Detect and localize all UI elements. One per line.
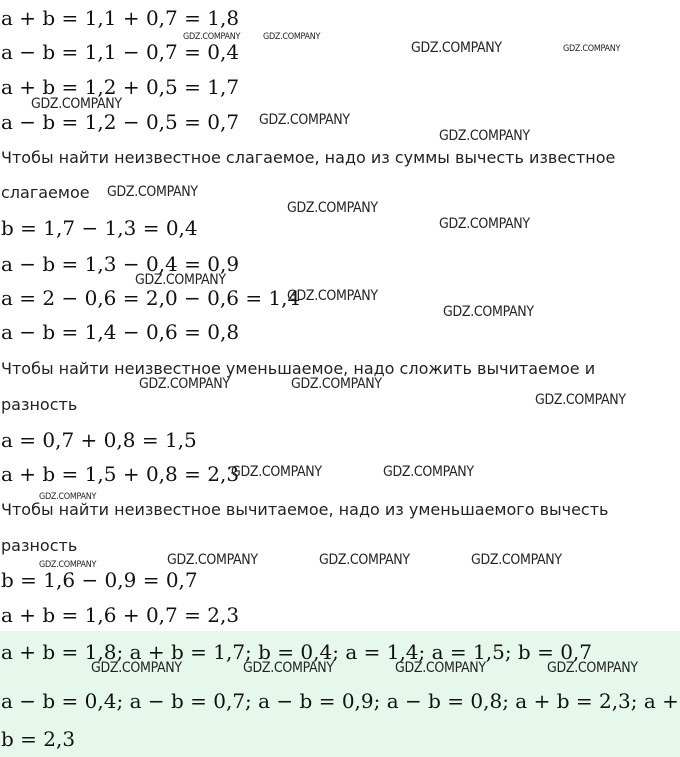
equation-line-2: a − b = 1,1 − 0,7 = 0,4	[1, 40, 240, 64]
watermark: GDZ.COMPANY	[259, 112, 350, 128]
answer-line-1: a + b = 1,8; a + b = 1,7; b = 0,4; a = 1,4; a = 1,5; b = 0,7	[1, 640, 593, 664]
watermark: GDZ.COMPANY	[135, 272, 226, 288]
watermark: GDZ.COMPANY	[443, 304, 534, 320]
equation-line-4: a − b = 1,2 − 0,5 = 0,7	[1, 110, 240, 134]
rule-text-1-cont: слагаемое	[1, 183, 90, 202]
equation-line-7: a = 2 − 0,6 = 2,0 − 0,6 = 1,4	[1, 286, 301, 310]
equation-line-8: a − b = 1,4 − 0,6 = 0,8	[1, 320, 240, 344]
watermark: GDZ.COMPANY	[383, 464, 474, 480]
equation-line-12: a + b = 1,6 + 0,7 = 2,3	[1, 603, 240, 627]
watermark: GDZ.COMPANY	[107, 184, 198, 200]
watermark: GDZ.COMPANY	[39, 492, 97, 502]
equation-line-9: a = 0,7 + 0,8 = 1,5	[1, 428, 197, 452]
watermark: GDZ.COMPANY	[395, 660, 486, 676]
watermark: GDZ.COMPANY	[91, 660, 182, 676]
watermark: GDZ.COMPANY	[547, 660, 638, 676]
watermark: GDZ.COMPANY	[291, 376, 382, 392]
watermark: GDZ.COMPANY	[231, 464, 322, 480]
equation-line-6: a − b = 1,3 − 0,4 = 0,9	[1, 252, 240, 276]
answer-line-3: b = 2,3	[1, 727, 76, 751]
equation-line-11: b = 1,6 − 0,9 = 0,7	[1, 568, 198, 592]
equation-line-5: b = 1,7 − 1,3 = 0,4	[1, 216, 198, 240]
watermark: GDZ.COMPANY	[319, 552, 410, 568]
rule-text-3: Чтобы найти неизвестное вычитаемое, надо из уменьшаемого вычесть	[1, 500, 609, 519]
watermark: GDZ.COMPANY	[471, 552, 562, 568]
watermark: GDZ.COMPANY	[563, 44, 621, 54]
watermark: GDZ.COMPANY	[39, 560, 97, 570]
watermark: GDZ.COMPANY	[139, 376, 230, 392]
watermark: GDZ.COMPANY	[31, 96, 122, 112]
rule-text-3-cont: разность	[1, 536, 78, 555]
equation-line-3: a + b = 1,2 + 0,5 = 1,7	[1, 75, 240, 99]
rule-text-2: Чтобы найти неизвестное уменьшаемое, надо сложить вычитаемое и	[1, 359, 596, 378]
watermark: GDZ.COMPANY	[535, 392, 626, 408]
equation-line-1: a + b = 1,1 + 0,7 = 1,8	[1, 6, 240, 30]
watermark: GDZ.COMPANY	[167, 552, 258, 568]
rule-text-2-cont: разность	[1, 395, 78, 414]
watermark: GDZ.COMPANY	[263, 32, 321, 42]
watermark: GDZ.COMPANY	[243, 660, 334, 676]
equation-line-10: a + b = 1,5 + 0,8 = 2,3	[1, 462, 240, 486]
watermark: GDZ.COMPANY	[183, 32, 241, 42]
rule-text-1: Чтобы найти неизвестное слагаемое, надо из суммы вычесть известное	[1, 148, 616, 167]
answer-line-2: a − b = 0,4; a − b = 0,7; a − b = 0,9; a − b = 0,8; a + b = 2,3; a +	[1, 689, 679, 713]
watermark: GDZ.COMPANY	[439, 128, 530, 144]
watermark: GDZ.COMPANY	[439, 216, 530, 232]
watermark: GDZ.COMPANY	[411, 40, 502, 56]
watermark: GDZ.COMPANY	[287, 200, 378, 216]
watermark: GDZ.COMPANY	[287, 288, 378, 304]
